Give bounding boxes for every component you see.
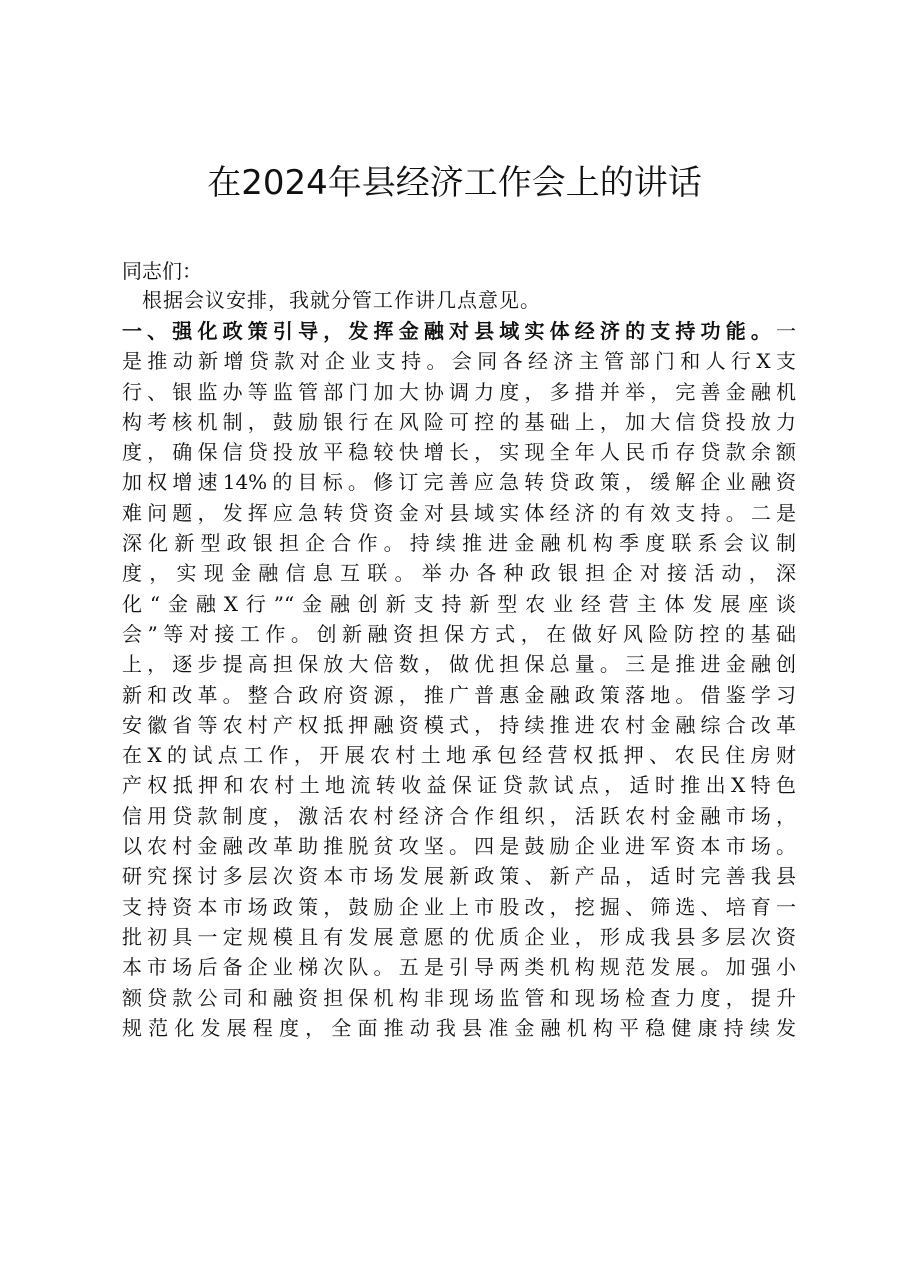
paragraph-line: 上，逐步提高担保放大倍数，做优担保总量。三是推进金融创	[122, 652, 796, 677]
salutation: 同志们：	[122, 259, 202, 283]
paragraph-line: 研究探讨多层次资本市场发展新政策、新产品，适时完善我县	[122, 864, 796, 889]
paragraph-line	[122, 316, 796, 346]
paragraph-line: 会”等对接工作。创新融资担保方式，在做好风险防控的基础	[122, 621, 796, 646]
paragraph-line: 化“金融X行”“金融创新支持新型农业经营主体发展座谈	[122, 591, 796, 616]
paragraph-line: 行、银监办等监管部门加大协调力度，多措并举，完善金融机	[122, 379, 796, 404]
paragraph-line: 额贷款公司和融资担保机构非现场监管和现场检查力度，提升	[122, 985, 796, 1010]
paragraph-line: 安徽省等农村产权抵押融资模式，持续推进农村金融综合改革	[122, 712, 796, 737]
paragraph-line: 支持资本市场政策，鼓励企业上市股改，挖掘、筛选、培育一	[122, 894, 796, 919]
paragraph-line: 新和改革。整合政府资源，推广普惠金融政策落地。借鉴学习	[122, 682, 796, 707]
paragraph-line: 度，确保信贷投放平稳较快增长，实现全年人民币存贷款余额	[122, 440, 796, 465]
paragraph-line: 深化新型政银担企合作。持续推进金融机构季度联系会议制	[122, 531, 796, 556]
paragraph-line: 构考核机制，鼓励银行在风险可控的基础上，加大信贷投放力	[122, 409, 796, 434]
section-1-body	[122, 316, 796, 1043]
paragraph-line: 信用贷款制度，激活农村经济合作组织，活跃农村金融市场，	[122, 803, 796, 828]
paragraph-line: 以农村金融改革助推脱贫攻坚。四是鼓励企业进军资本市场。	[122, 834, 796, 859]
paragraph-line: 度，实现金融信息互联。举办各种政银担企对接活动，深	[122, 561, 796, 586]
paragraph-line: 批初具一定规模且有发展意愿的优质企业，形成我县多层次资	[122, 924, 796, 949]
intro-paragraph: 根据会议安排，我就分管工作讲几点意见。	[142, 288, 541, 312]
paragraph-line: 在X的试点工作，开展农村土地承包经营权抵押、农民住房财	[122, 743, 796, 768]
document-title: 在2024年县经济工作会上的讲话	[207, 163, 702, 203]
paragraph-line: 规范化发展程度，全面推动我县准金融机构平稳健康持续发	[122, 1015, 796, 1040]
paragraph-line: 是推动新增贷款对企业支持。会同各经济主管部门和人行X支	[122, 349, 796, 374]
paragraph-line: 难问题，发挥应急转贷资金对县域实体经济的有效支持。二是	[122, 500, 796, 525]
paragraph-line: 加权增速14%的目标。修订完善应急转贷政策，缓解企业融资	[122, 470, 796, 495]
paragraph-line: 本市场后备企业梯次队。五是引导两类机构规范发展。加强小	[122, 955, 796, 980]
paragraph-line-text: 一	[776, 319, 796, 343]
section-1-heading: 一、强化政策引导，发挥金融对县域实体经济的支持功能。	[122, 319, 776, 343]
paragraph-line: 产权抵押和农村土地流转收益保证贷款试点，适时推出X特色	[122, 773, 796, 798]
